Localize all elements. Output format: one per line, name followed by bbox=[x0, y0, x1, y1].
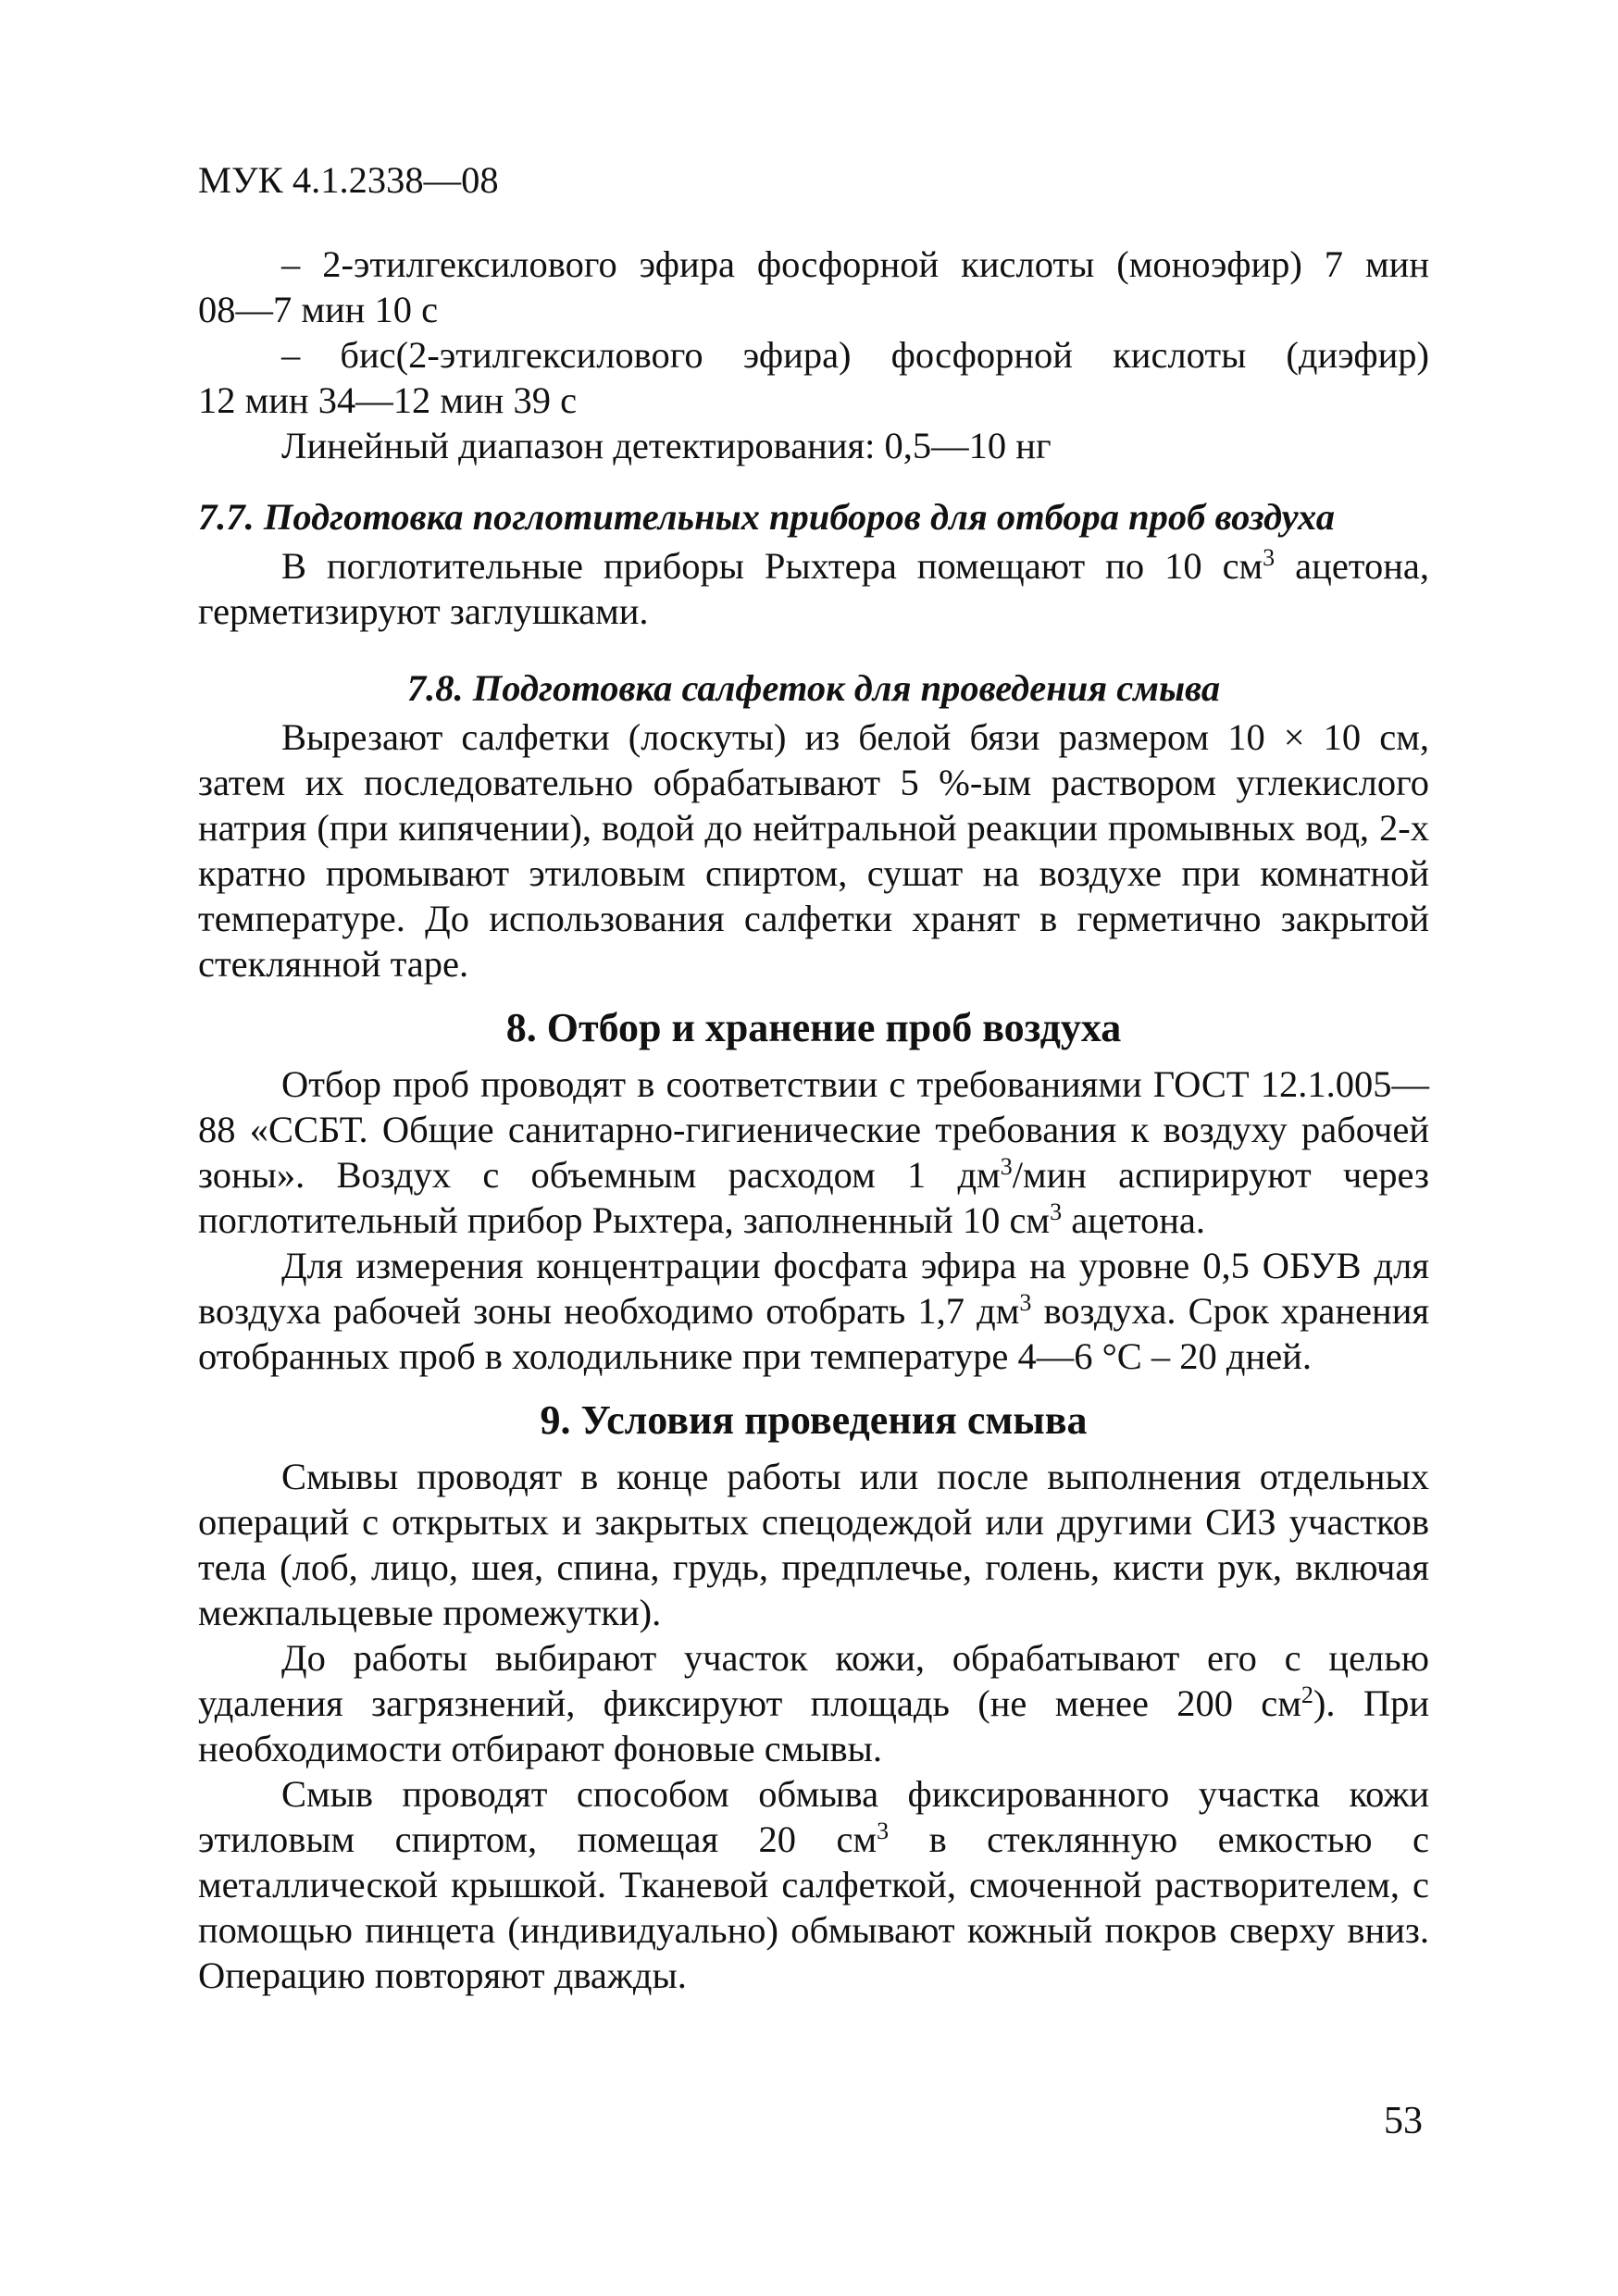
section-8-p2-text-a: Для измерения концентрации фосфата эфира на уровне 0,5 ОБУВ для воздуха рабочей зоны необходимо отобрать 1,7 дм bbox=[198, 1245, 1429, 1332]
section-7-7-title: 7.7. Подготовка поглотительных приборов для отбора проб воздуха bbox=[198, 496, 1336, 538]
superscript: 3 bbox=[877, 1818, 890, 1844]
section-8-p1-text-b: /мин аспирируют через поглотительный прибор Рыхтера, заполненный 10 см bbox=[198, 1154, 1429, 1241]
document-code-header: МУК 4.1.2338—08 bbox=[198, 159, 499, 201]
page-number: 53 bbox=[1384, 2100, 1423, 2142]
section-9-paragraph-1: Смывы проводят в конце работы или после выполнения отдельных операций с открытых и закрытых спецодеждой или другими СИЗ участков тела (лоб, лицо, шея, спина, грудь, предплечье, голень, кисти рук, включая межпальцевые промежутки). bbox=[198, 1456, 1429, 1633]
superscript: 3 bbox=[1000, 1153, 1013, 1180]
section-8-p2-text-b: воздуха. Срок хранения отобранных проб в холодильнике при температуре 4—6 °С – 20 дней. bbox=[198, 1290, 1430, 1377]
section-8-p1-text-c: ацетона. bbox=[1062, 1199, 1206, 1241]
section-9-paragraph-2 bbox=[198, 1635, 1429, 1771]
section-9-p3-text-b: в стеклянную емкостью с металлической крышкой. Тканевой салфеткой, смоченной растворителем, с помощью пинцета (индивидуально) обмывают кожный покров сверху вниз. Операцию повторяют дважды. bbox=[198, 1818, 1429, 1996]
section-7-7-text-a: В поглотительные приборы Рыхтера помещают по 10 см bbox=[281, 545, 1263, 587]
superscript: 3 bbox=[1263, 544, 1276, 571]
section-9-title: 9. Условия проведения смыва bbox=[540, 1397, 1088, 1443]
superscript: 3 bbox=[1019, 1289, 1032, 1316]
section-7-7-text-b: ацетона, герметизируют заглушками. bbox=[198, 545, 1429, 632]
section-8-p1-text-a: Отбор проб проводят в соответствии с требованиями ГОСТ 12.1.005—88 «ССБТ. Общие санитарно-гигиенические требования к воздуху рабочей зоны». Воздух с объемным расходом 1 дм bbox=[198, 1063, 1429, 1196]
list-item-monoester-line1: – 2-этилгексилового эфира фосфорной кислоты (моноэфир) 7 мин bbox=[281, 243, 1429, 285]
list-item-diester-line1: – бис(2-этилгексилового эфира) фосфорной кислоты (диэфир) bbox=[281, 334, 1429, 376]
section-9-p2-text-b: ). При необходимости отбирают фоновые смывы. bbox=[198, 1682, 1429, 1769]
superscript: 3 bbox=[1050, 1198, 1063, 1225]
section-8-paragraph-1 bbox=[198, 1061, 1429, 1243]
detection-range-text: Линейный диапазон детектирования: 0,5—10 нг bbox=[281, 425, 1052, 466]
section-7-8-title: 7.8. Подготовка салфеток для проведения смыва bbox=[406, 667, 1221, 709]
list-item-diester-line2: 12 мин 34—12 мин 39 с bbox=[198, 379, 578, 421]
section-9-p3-text-a: Смыв проводят способом обмыва фиксированного участка кожи этиловым спиртом, помещая 20 см bbox=[198, 1773, 1429, 1860]
superscript: 2 bbox=[1301, 1682, 1313, 1708]
section-8-title: 8. Отбор и хранение проб воздуха bbox=[505, 1005, 1122, 1050]
section-7-8-paragraph: Вырезают салфетки (лоскуты) из белой бязи размером 10 × 10 см, затем их последовательно обрабатывают 5 %-ым раствором углекислого натрия (при кипячении), водой до нейтральной реакции промывных вод, 2-х кратно промывают этиловым спиртом, сушат на воздухе при комнатной температуре. До использования салфетки хранят в герметично закрытой стеклянной таре. bbox=[198, 716, 1429, 985]
section-9-p2-text-a: До работы выбирают участок кожи, обрабатывают его с целью удаления загрязнений, фиксируют площадь (не менее 200 см bbox=[198, 1637, 1429, 1724]
section-9-paragraph-3 bbox=[198, 1771, 1429, 1998]
list-item-monoester-line2: 08—7 мин 10 с bbox=[198, 289, 439, 330]
section-7-7-paragraph bbox=[198, 543, 1429, 634]
section-8-paragraph-2 bbox=[198, 1243, 1429, 1379]
document-page bbox=[198, 157, 1429, 1998]
